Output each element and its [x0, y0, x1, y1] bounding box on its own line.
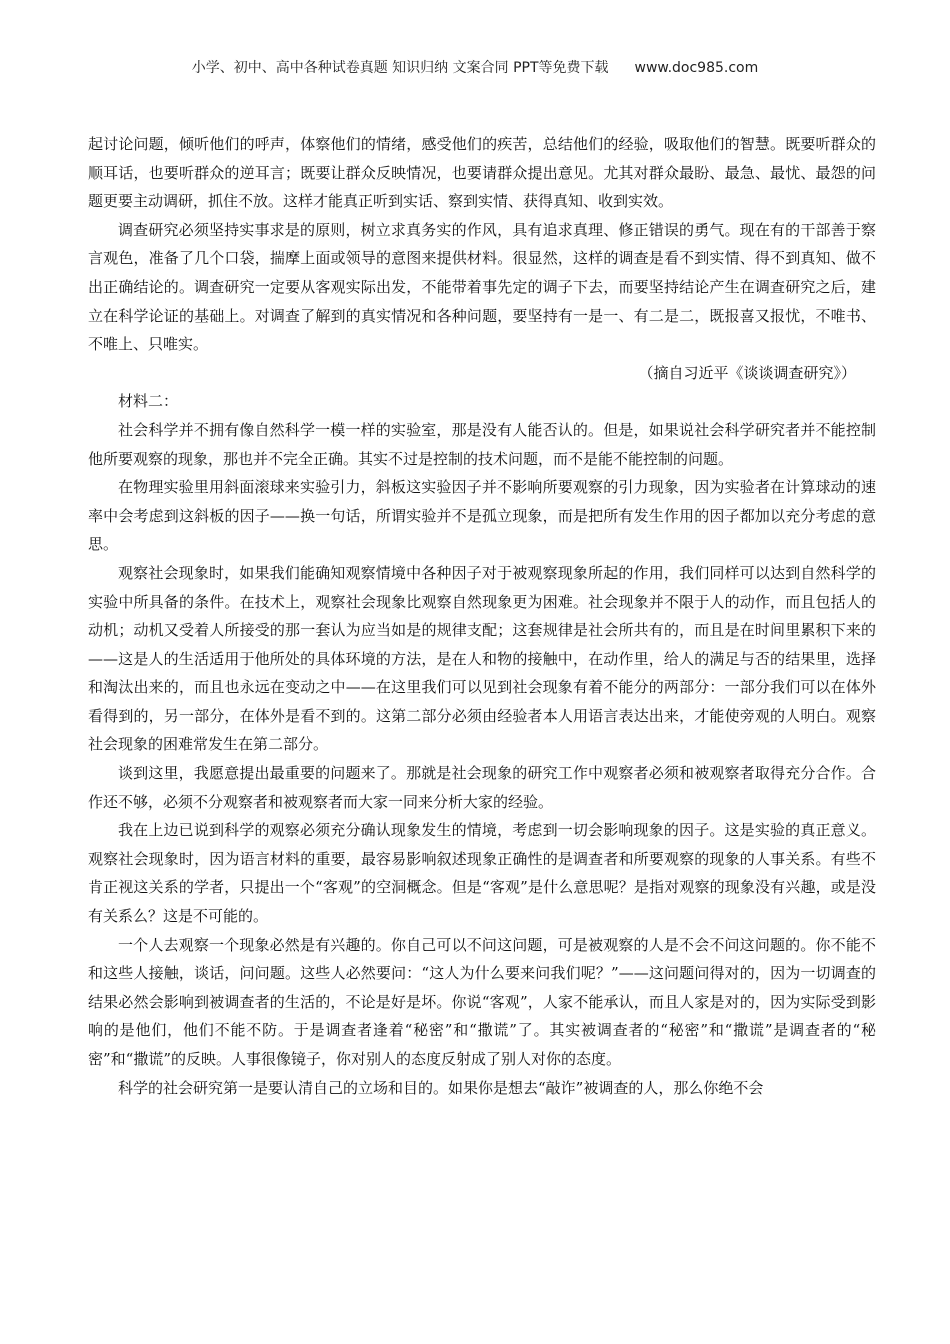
document-body	[88, 130, 876, 1102]
paragraph: 我在上边已说到科学的观察必须充分确认现象发生的情境，考虑到一切会影响现象的因子。这是实验的真正意义。观察社会现象时，因为语言材料的重要，最容易影响叙述现象正确性的是调查者和所要观察的现象的人事关系。有些不肯正视这关系的学者，只提出一个“客观”的空洞概念。但是“客观”是什么意思呢？是指对观察的现象没有兴趣，或是没有关系么？这是不可能的。	[88, 821, 876, 926]
paragraph: 调查研究必须坚持实事求是的原则，树立求真务实的作风，具有追求真理、修正错误的勇气。现在有的干部善于察言观色，准备了几个口袋，揣摩上面或领导的意图来提供材料。很显然，这样的调查是看不到实情、得不到真知、做不出正确结论的。调查研究一定要从客观实际出发，不能带着事先定的调子下去，而要坚持结论产生在调查研究之后，建立在科学论证的基础上。对调查了解到的真实情况和各种问题，要坚持有一是一、有二是二，既报喜又报忧，不唯书、不唯上、只唯实。	[88, 220, 876, 354]
paragraph-continuation: 起讨论问题，倾听他们的呼声，体察他们的情绪，感受他们的疾苦，总结他们的经验，吸取他们的智慧。既要听群众的顺耳话，也要听群众的逆耳言；既要让群众反映情况，也要请群众提出意见。尤其对群众最盼、最急、最忧、最怨的问题更要主动调研，抓住不放。这样才能真正听到实话、察到实情、获得真知、收到实效。	[88, 135, 876, 211]
source-citation: （摘自习近平《谈谈调查研究》）	[638, 363, 856, 382]
paragraph: 社会科学并不拥有像自然科学一模一样的实验室，那是没有人能否认的。但是，如果说社会科学研究者并不能控制他所要观察的现象，那也并不完全正确。其实不过是控制的技术问题，而不是能不能控制的问题。	[88, 420, 876, 468]
paragraph: 科学的社会研究第一是要认清自己的立场和目的。如果你是想去“敲诈”被调查的人，那么你绝不会	[118, 1078, 764, 1097]
paragraph: 谈到这里，我愿意提出最重要的问题来了。那就是社会现象的研究工作中观察者必须和被观察者取得充分合作。合作还不够，必须不分观察者和被观察者而大家一同来分析大家的经验。	[88, 764, 876, 811]
section-heading-material-2: 材料二：	[118, 392, 179, 411]
header-text: 小学、初中、高中各种试卷真题 知识归纳 文案合同 PPT等免费下载	[191, 60, 609, 76]
paragraph: 一个人去观察一个现象必然是有兴趣的。你自己可以不问这问题，可是被观察的人是不会不问这问题的。你不能不和这些人接触，谈话，问问题。这些人必然要问：“这人为什么要来问我们呢？”——这问题问得对的，因为一切调查的结果必然会影响到被调查者的生活的，不论是好是坏。你说“客观”，人家不能承认，而且人家是对的，因为实际受到影响的是他们，他们不能不防。于是调查者逢着“秘密”和“撒谎”了。其实被调查者的“秘密”和“撒谎”是调查者的“秘密”和“撒谎”的反映。人事很像镜子，你对别人的态度反射成了别人对你的态度。	[88, 935, 876, 1068]
page-header	[0, 57, 950, 77]
header-url[interactable]: www.doc985.com	[634, 60, 759, 76]
paragraph: 在物理实验里用斜面滚球来实验引力，斜板这实验因子并不影响所要观察的引力现象，因为实验者在计算球动的速率中会考虑到这斜板的因子——换一句话，所谓实验并不是孤立现象，而是把所有发生作用的因子都加以充分考虑的意思。	[88, 478, 876, 554]
paragraph: 观察社会现象时，如果我们能确知观察情境中各种因子对于被观察现象所起的作用，我们同样可以达到自然科学的实验中所具备的条件。在技术上，观察社会现象比观察自然现象更为困难。社会现象并不限于人的动作，而且包括人的动机；动机又受着人所接受的那一套认为应当如是的规律支配；这套规律是社会所共有的，而且是在时间里累积下来的——这是人的生活适用于他所处的具体环境的方法，是在人和物的接触中，在动作里，给人的满足与否的结果里，选择和淘汰出来的，而且也永远在变动之中——在这里我们可以见到社会现象有着不能分的两部分：一部分我们可以在体外看得到的，另一部分，在体外是看不到的。这第二部分必须由经验者本人用语言表达出来，才能使旁观的人明白。观察社会现象的困难常发生在第二部分。	[88, 563, 876, 754]
